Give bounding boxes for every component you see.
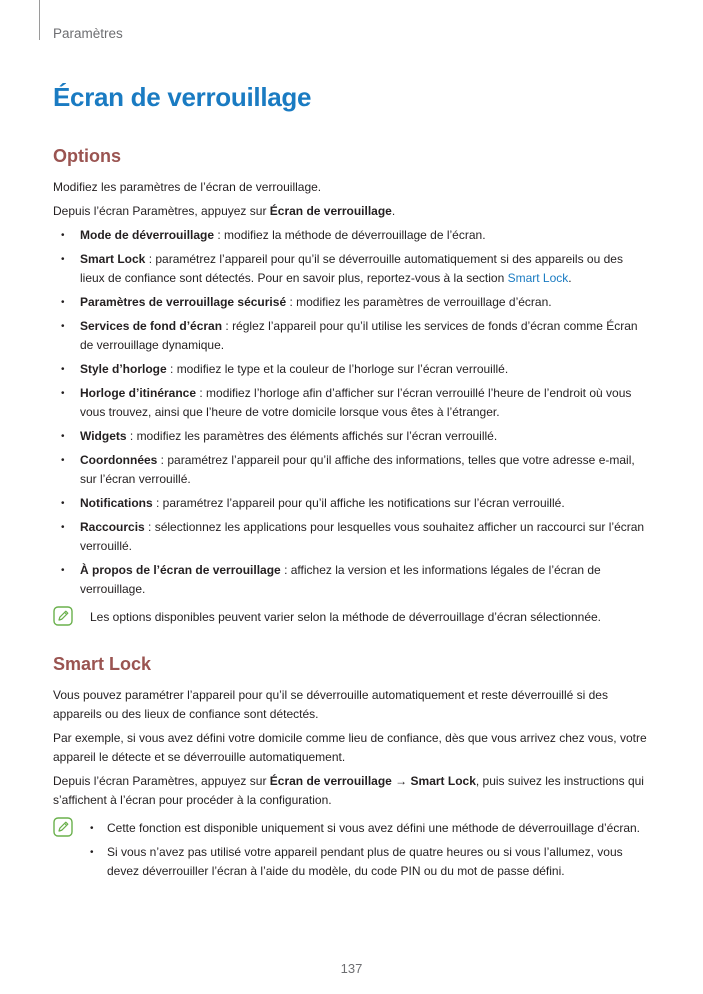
page-content: [53, 144, 649, 886]
smart-lock-link[interactable]: Smart Lock: [507, 271, 569, 285]
note-pencil-icon: [53, 606, 73, 626]
page-number: 137: [340, 961, 363, 976]
list-item: • Paramètres de verrouillage sécurisé : modifiez les paramètres de verrouillage d’écran.: [53, 293, 649, 312]
page-title: Écran de verrouillage: [53, 82, 312, 112]
smart-lock-note-list: [90, 817, 649, 881]
options-heading: Options: [53, 146, 121, 166]
list-item: • Cette fonction est disponible uniquement si vous avez défini une méthode de déverrouillage d’écran.: [90, 819, 649, 838]
smart-lock-para-1: Vous pouvez paramétrer l’appareil pour qu’il se déverrouille automatiquement et reste déverrouillé si des appareils ou des lieux de confiance sont détectés.: [53, 688, 608, 721]
list-item: • Mode de déverrouillage : modifiez la méthode de déverrouillage de l’écran.: [53, 226, 649, 245]
list-item: • À propos de l’écran de verrouillage : affichez la version et les informations légales de l’écran de verrouillage.: [53, 561, 649, 599]
list-item: • Horloge d’itinérance : modifiez l’horloge afin d’afficher sur l’écran verrouillé l’heure de l’endroit où vous vous trouvez, ainsi que l’heure de votre domicile lorsque vous êtes à l’étranger.: [53, 384, 649, 422]
options-intro-2: Depuis l’écran Paramètres, appuyez sur Écran de verrouillage.: [53, 204, 396, 218]
list-item: • Style d’horloge : modifiez le type et la couleur de l’horloge sur l’écran verrouillé.: [53, 360, 649, 379]
arrow-icon: →: [391, 774, 411, 788]
list-item: • Coordonnées : paramétrez l’appareil pour qu’il affiche des informations, telles que votre adresse e-mail, sur l’écran verrouillé.: [53, 451, 649, 489]
smart-lock-para-3: Depuis l’écran Paramètres, appuyez sur Écran de verrouillage → Smart Lock, puis suivez les instructions qui s’affichent à l’écran pour procéder à la configuration.: [53, 774, 644, 807]
options-section: [53, 144, 649, 628]
list-item: • Si vous n’avez pas utilisé votre appareil pendant plus de quatre heures ou si vous l’allumez, vous devez déverrouiller l’écran à l’aide du modèle, du code PIN ou du mot de passe défini.: [90, 843, 649, 881]
menu-path-lockscreen: Écran de verrouillage: [269, 774, 392, 788]
side-rule: [39, 0, 40, 40]
list-item: • Smart Lock : paramétrez l’appareil pour qu’il se déverrouille automatiquement si des appareils ou des lieux de confiance sont détectés. Pour en savoir plus, reportez-vous à la section Smart Lock.: [53, 250, 649, 288]
smart-lock-section: [53, 652, 649, 881]
list-item: • Notifications : paramétrez l’appareil pour qu’il affiche les notifications sur l’écran verrouillé.: [53, 494, 649, 513]
options-note: [53, 606, 649, 628]
options-intro-1: Modifiez les paramètres de l’écran de verrouillage.: [53, 180, 322, 194]
smart-lock-para-2: Par exemple, si vous avez défini votre domicile comme lieu de confiance, dès que vous arrivez chez vous, votre appareil le détecte et se déverrouille automatiquement.: [53, 731, 647, 764]
options-note-text: Les options disponibles peuvent varier selon la méthode de déverrouillage d’écran sélectionnée.: [90, 610, 601, 624]
list-item: • Services de fond d’écran : réglez l’appareil pour qu’il utilise les services de fonds d’écran comme Écran de verrouillage dynamique.: [53, 317, 649, 355]
smart-lock-note: [53, 817, 649, 881]
menu-path-lockscreen: Écran de verrouillage: [269, 204, 392, 218]
list-item: • Widgets : modifiez les paramètres des éléments affichés sur l’écran verrouillé.: [53, 427, 649, 446]
options-list: [53, 226, 649, 599]
menu-path-smart-lock: Smart Lock: [410, 774, 476, 788]
smart-lock-heading: Smart Lock: [53, 654, 152, 674]
note-pencil-icon: [53, 817, 73, 837]
list-item: • Raccourcis : sélectionnez les applications pour lesquelles vous souhaitez afficher un raccourci sur l’écran verrouillé.: [53, 518, 649, 556]
section-label: Paramètres: [53, 26, 123, 41]
